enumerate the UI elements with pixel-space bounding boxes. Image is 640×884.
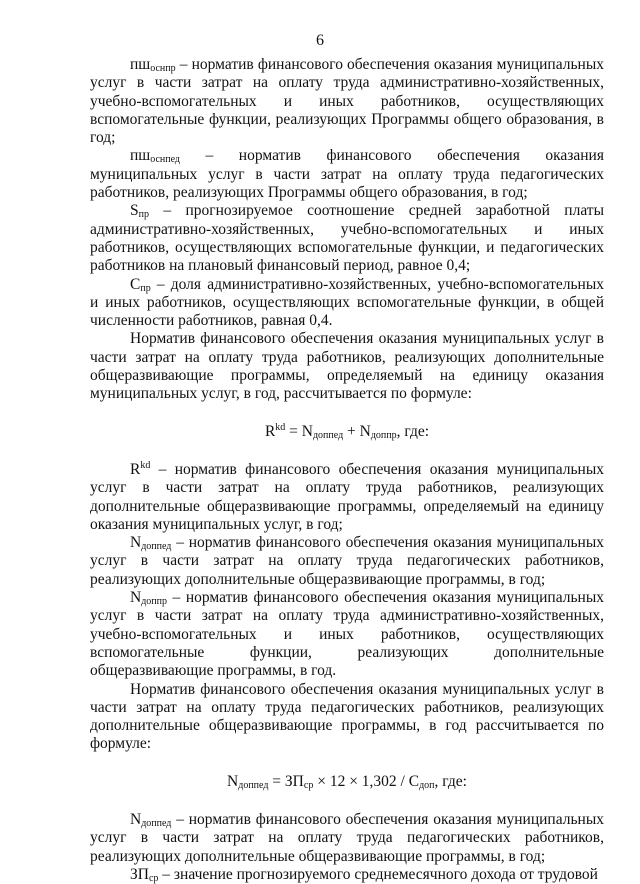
definition-c-pr: [90, 276, 604, 331]
symbol-subscript: доппед: [141, 817, 172, 829]
formula-zp-subscript: ср: [303, 779, 314, 791]
definition-psh-osnpr: [90, 56, 604, 147]
formula-c-subscript: доп: [419, 779, 435, 791]
formula-equals: = N: [285, 422, 313, 440]
definition-text: – доля административно-хозяйственных, учебно-вспомогательных и иных работников, осуществляющих вспомогательные функции, в общей численности работников, равная 0,4.: [90, 275, 604, 330]
page-number: 6: [316, 32, 324, 49]
symbol: С: [130, 275, 141, 293]
symbol: N: [130, 534, 142, 552]
formula-plus: + N: [343, 422, 371, 440]
formula-term1-subscript: доппед: [312, 429, 344, 441]
formula-lhs-subscript: доппед: [238, 779, 269, 791]
definition-n-doppr: [90, 589, 604, 680]
paragraph-rkd-intro: Норматив финансового обеспечения оказания муниципальных услуг в части затрат на оплату труда работников, реализующих дополнительные общеразвивающие программы, определяемый на единицу оказания муниципальных услуг, в год, рассчитывается по формуле:: [90, 330, 604, 403]
formula-lhs: N: [227, 772, 239, 790]
symbol-subscript: оснпр: [150, 63, 176, 74]
formula-lhs: R: [264, 422, 276, 440]
formula-tail: , где:: [434, 772, 467, 790]
symbol: пш: [130, 56, 151, 73]
definition-text: – норматив финансового обеспечения оказания муниципальных услуг в части затрат на оплату труда работников, реализующих дополнительные общеразвивающие программы, определяемый на единицу оказания муниципальных услуг, в год;: [90, 460, 604, 533]
definition-text: – норматив финансового обеспечения оказания муниципальных услуг в части затрат на оплату труда педагогических работников, реализующих дополнительные общеразвивающие программы, в год;: [90, 810, 604, 865]
symbol: S: [130, 202, 139, 220]
symbol-subscript: ср: [148, 872, 159, 884]
formula-lhs-superscript: kd: [275, 421, 286, 433]
definition-n-dopped-2: [90, 811, 604, 866]
symbol: N: [130, 810, 142, 828]
symbol-superscript: kd: [140, 459, 151, 471]
definition-rkd: [90, 461, 604, 534]
formula-middle: × 12 × 1,302 / С: [313, 772, 420, 790]
symbol-subscript: оснпед: [150, 154, 181, 166]
symbol-subscript: доппр: [141, 596, 167, 608]
symbol: ЗП: [130, 865, 149, 883]
definition-text: – прогнозируемое соотношение средней заработной платы административно-хозяйственных, учебно-вспомогательных и иных работников, осуществляющих вспомогательные функции, и педагогических работников на плановый финансовый период, равное 0,4;: [90, 202, 604, 275]
formula-tail: , где:: [396, 422, 430, 440]
formula-equals-zp: = ЗП: [268, 772, 304, 790]
symbol-subscript: пр: [140, 282, 151, 294]
formula-rkd: [90, 423, 604, 441]
definition-text: – норматив финансового обеспечения оказания муниципальных услуг в части затрат на оплату труда административно-хозяйственных, учебно-вспомогательных и иных работников, осуществляющих вспомогательные функции, реализующих Программы общего образования, в год;: [90, 56, 604, 147]
definition-psh-osnped: [90, 147, 604, 202]
definition-zp-sr: [90, 866, 604, 884]
symbol-subscript: доппед: [141, 541, 172, 553]
document-body: [90, 56, 604, 884]
symbol: пш: [130, 147, 151, 165]
paragraph-n-dopped-intro: Норматив финансового обеспечения оказания муниципальных услуг в части затрат на оплату труда педагогических работников, реализующих дополнительные общеразвивающие программы, в год рассчитывается по формуле:: [90, 680, 604, 753]
definition-text: – норматив финансового обеспечения оказания муниципальных услуг в части затрат на оплату труда педагогических работников, реализующих Программы общего образования, в год;: [90, 147, 604, 202]
symbol: R: [130, 460, 141, 478]
formula-term2-subscript: доппр: [370, 429, 397, 441]
definition-s-pr: [90, 202, 604, 275]
definition-text: – значение прогнозируемого среднемесячного дохода от трудовой: [158, 865, 598, 883]
definition-text: – норматив финансового обеспечения оказания муниципальных услуг в части затрат на оплату труда административно-хозяйственных, учебно-вспомогательных и иных работников, осуществляющих вспомогательные функции, реализующих дополнительные общеразвивающие программы, в год.: [90, 589, 604, 680]
definition-text: – норматив финансового обеспечения оказания муниципальных услуг в части затрат на оплату труда педагогических работников, реализующих дополнительные общеразвивающие программы, в год;: [90, 534, 604, 588]
symbol-subscript: пр: [138, 209, 149, 221]
definition-n-dopped: [90, 534, 604, 589]
symbol: N: [130, 589, 142, 607]
formula-n-dopped: [90, 773, 604, 791]
